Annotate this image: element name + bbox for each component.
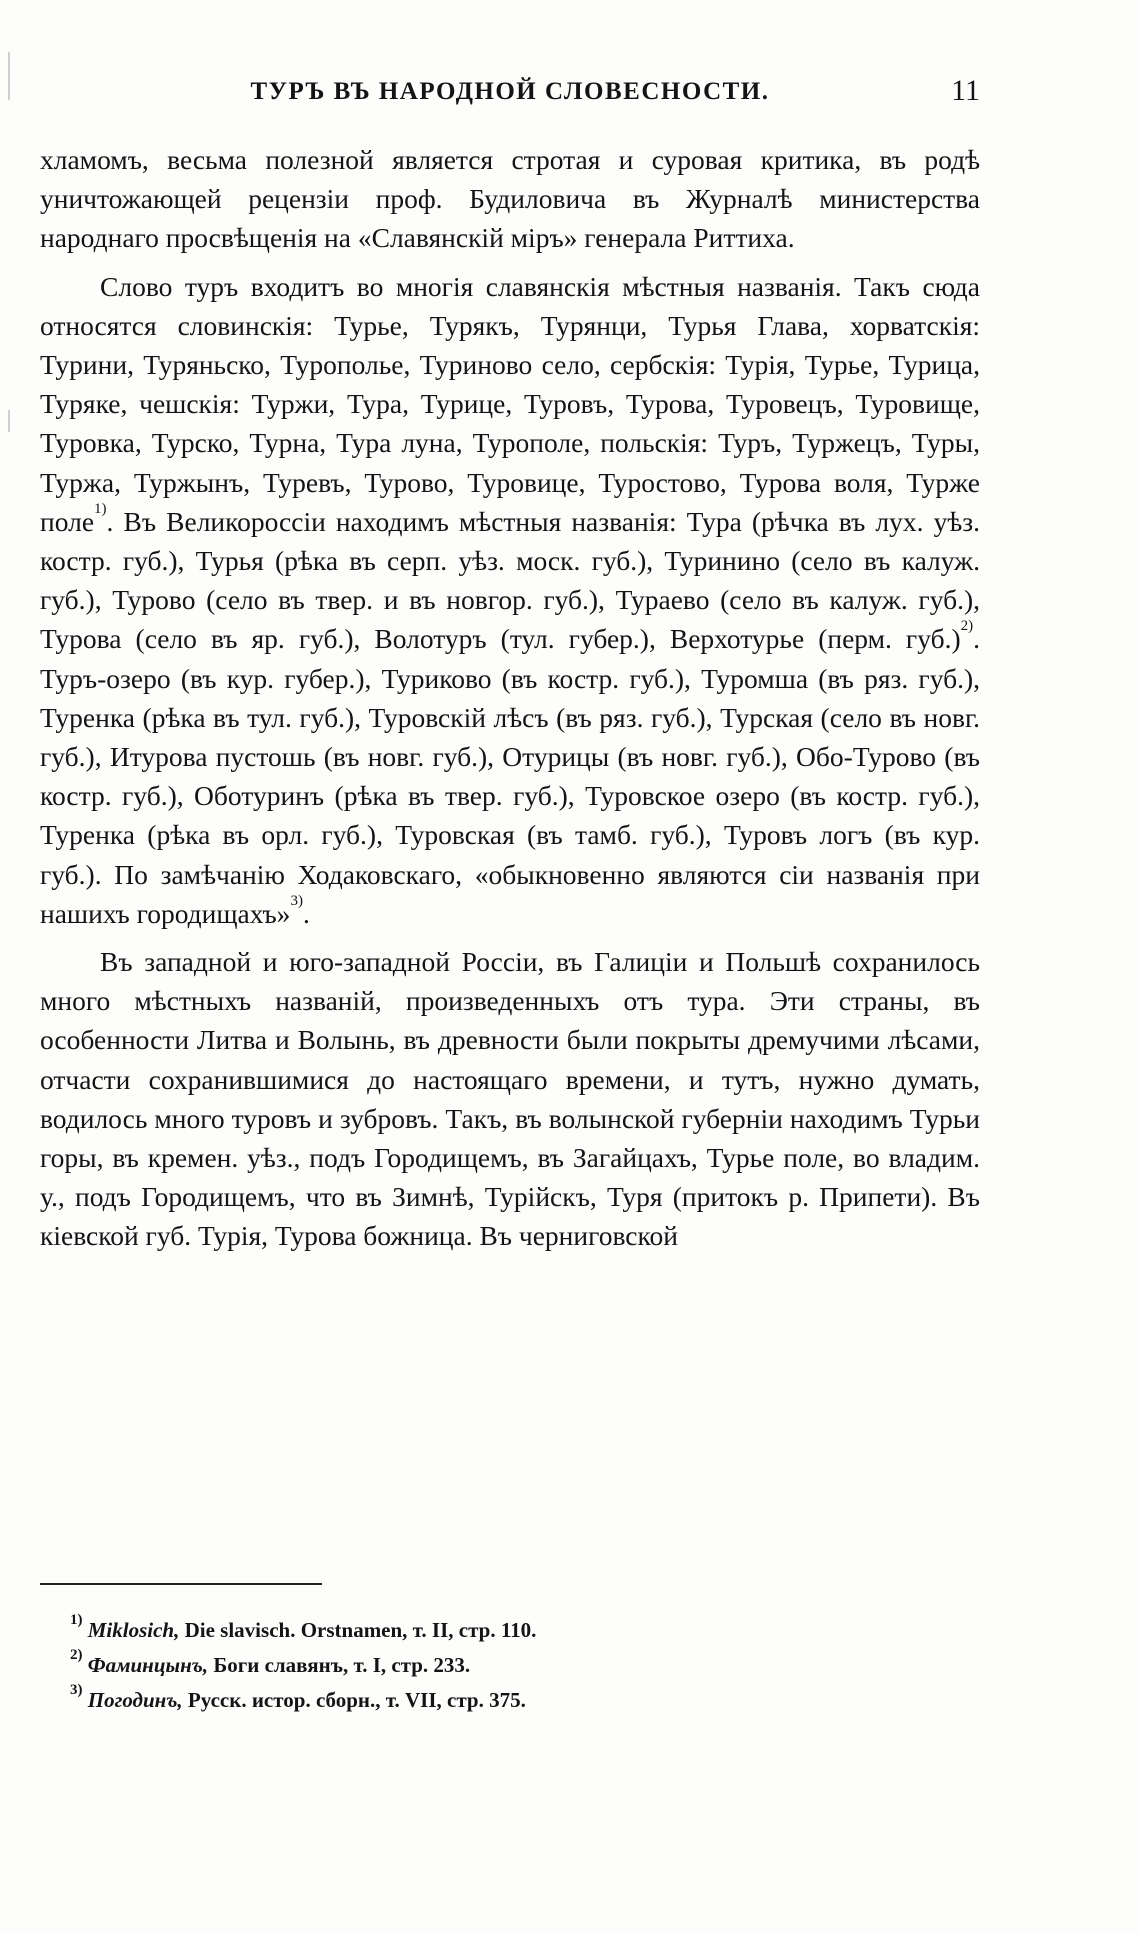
- footnote-1-text: Die slavisch. Orstnamen, т. II, стр. 110.: [179, 1618, 537, 1642]
- footnote-ref-3-number: 3: [290, 892, 298, 909]
- paragraph-3: [40, 942, 980, 1256]
- footnote-3-mark: 3): [70, 1682, 83, 1698]
- paragraph-3-text: Въ западной и юго-западной Россіи, въ Галиціи и Польшѣ сохранилось много мѣстныхъ названій, произведенныхъ отъ тура. Эти страны, въ особенности Литва и Волынь, въ древности были покрыты дремучими лѣсами, отчасти сохранившимися до настоящаго времени, и тутъ, нужно думать, водилось много туровъ и зубровъ. Такъ, въ волынской губерніи находимъ Турьи горы, въ кремен. уѣз., подъ Городищемъ, въ Загайцахъ, Турье поле, во владим. у., подъ Городищемъ, что въ Зимнѣ, Турійскъ, Туря (притокъ р. Припети). Въ кіевской губ. Турія, Турова божница. Въ черниговской: [40, 946, 980, 1252]
- footnote-2-mark: 2): [70, 1647, 83, 1663]
- footnote-ref-2: 2): [960, 618, 974, 635]
- paragraph-2-text-part-2: . Въ Великороссіи находимъ мѣстныя названія: Тура (рѣчка въ лух. уѣз. костр. губ.), Турья (рѣка въ серп. уѣз. моск. губ.), Туринино (село въ калуж. губ.), Турово (село въ твер. и въ новгор. губ.), Тураево (село въ калуж. губ.), Турова (село въ яр. губ.), Волотуръ (тул. губер.), Верхотурье (перм. губ.): [40, 505, 980, 655]
- footnote-ref-1-number: 1: [94, 500, 102, 517]
- footnote-2: [70, 1648, 950, 1683]
- footnote-3-number: 3: [70, 1682, 78, 1698]
- page-header: [40, 74, 980, 118]
- footnote-3: [70, 1683, 950, 1718]
- footnote-1: [70, 1613, 950, 1648]
- paragraph-2-text-part-3: . Туръ-озеро (въ кур. губер.), Туриково (въ костр. губ.), Туромша (въ ряз. губ.), Туренка (рѣка въ тул. губ.), Туровскій лѣсъ (въ ряз. губ.), Турская (село въ новг. губ.), Итурова пустошь (въ новг. губ.), Отурицы (въ новг. губ.), Обо-Турово (въ костр. губ.), Оботуринъ (рѣка въ твер. губ.), Туровское озеро (въ костр. губ.), Туренка (рѣка въ орл. губ.), Туровская (въ тамб. губ.), Туровъ логъ (въ кур. губ.). По замѣчанію Ходаковскаго, «обыкновенно являются сіи названія при нашихъ городищахъ»: [40, 623, 980, 929]
- footnote-1-mark: 1): [70, 1612, 83, 1628]
- paragraph-2: [40, 267, 980, 933]
- page-number: 11: [951, 74, 980, 107]
- footnote-1-number: 1: [70, 1612, 78, 1628]
- footnote-3-text: Русск. истор. сборн., т. VII, стр. 375.: [182, 1688, 526, 1712]
- footnote-ref-2-number: 2: [960, 618, 969, 635]
- footnote-2-text: Боги славянъ, т. I, стр. 233.: [208, 1653, 471, 1677]
- paragraph-1-text: хламомъ, весьма полезной является стротая и суровая критика, въ родѣ уничтожающей рецензіи проф. Будиловича въ Журналѣ министерства народнаго просвѣщенія на «Славянскій міръ» генерала Риттиха.: [40, 144, 980, 254]
- margin-mark-top: [8, 52, 10, 100]
- paragraph-1: [40, 140, 980, 258]
- paragraph-2-text-part-4: .: [302, 897, 310, 929]
- footnotes: [70, 1613, 950, 1718]
- footnote-1-author: Miklosich,: [87, 1618, 180, 1642]
- footnote-2-number: 2: [70, 1647, 78, 1663]
- footnote-separator: [40, 1583, 322, 1585]
- running-title: ТУРЪ ВЪ НАРОДНОЙ СЛОВЕСНОСТИ.: [250, 78, 770, 105]
- footnote-2-author: Фаминцынъ,: [87, 1653, 209, 1677]
- margin-mark-middle: [8, 410, 10, 432]
- footnote-3-author: Погодинъ,: [87, 1688, 183, 1712]
- body-text: [40, 140, 980, 1256]
- footnote-ref-3: 3): [290, 892, 303, 909]
- footnote-ref-1: 1): [94, 500, 107, 517]
- paragraph-2-text-part-1: Слово туръ входитъ во многія славянскія мѣстныя названія. Такъ сюда относятся словинскія: Турье, Турякъ, Турянци, Турья Глава, хорватскія: Турини, Туряньско, Турополье, Туриново село, сербскія: Турія, Турье, Турица, Туряке, чешскія: Туржи, Тура, Турице, Туровъ, Турова, Туровецъ, Туровище, Туровка, Турско, Турна, Тура луна, Турополе, польскія: Туръ, Туржецъ, Туры, Туржа, Туржынъ, Туревъ, Турово, Туровице, Туростово, Турова воля, Турже поле: [40, 270, 980, 537]
